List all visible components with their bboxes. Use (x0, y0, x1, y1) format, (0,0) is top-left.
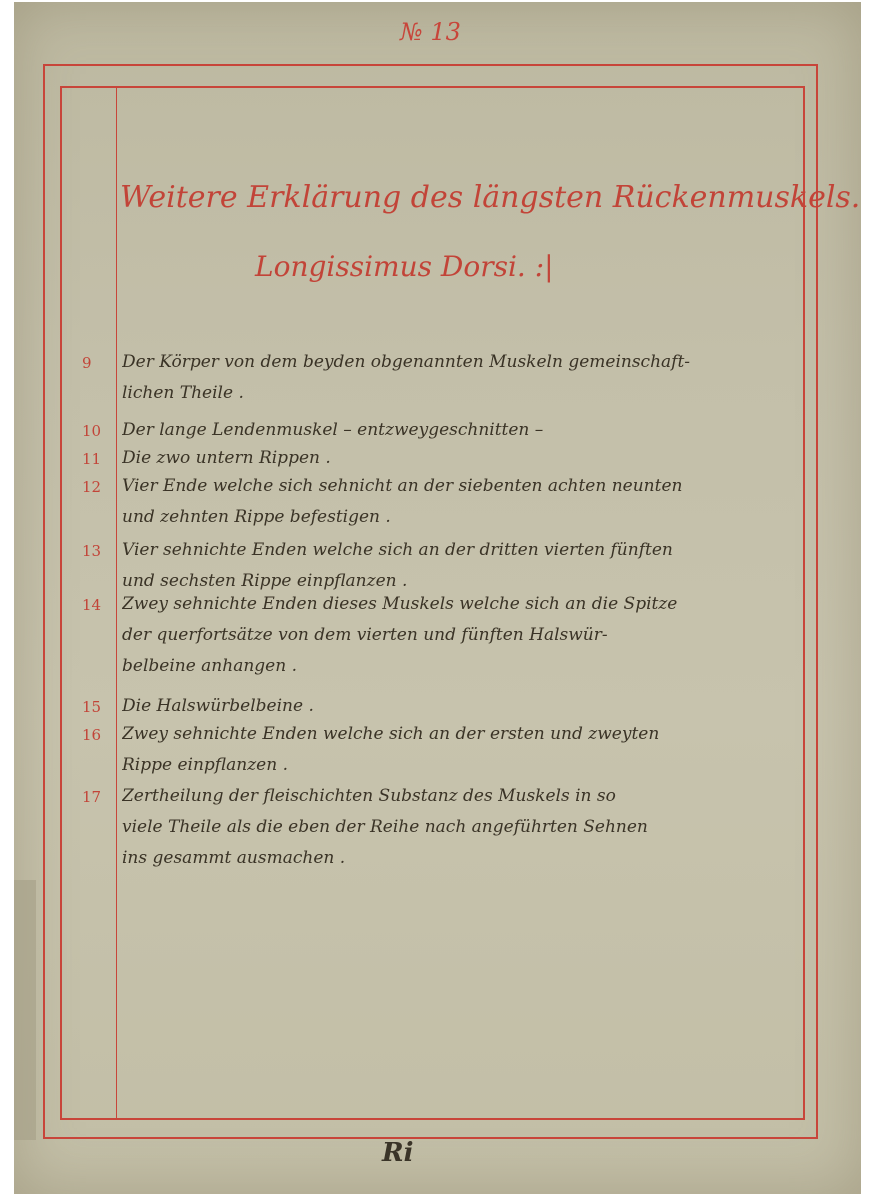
entry-number: 13 (82, 542, 102, 560)
entry-text-line: Rippe einpflanzen . (122, 755, 288, 775)
entry-number: 14 (82, 596, 102, 614)
entry-number: 15 (82, 698, 102, 716)
entry-number: 11 (82, 450, 102, 468)
entry-text-line: und sechsten Rippe einpflanzen . (122, 571, 408, 591)
signature-mark: Ri (382, 1138, 414, 1168)
entry-text-line: Zwey sehnichte Enden dieses Muskels welche sich an die Spitze (122, 594, 678, 614)
entry-text-line: viele Theile als die eben der Reihe nach angeführten Sehnen (122, 817, 648, 837)
entry-number: 10 (82, 422, 102, 440)
entry-number: 12 (82, 478, 102, 496)
folio-number: № 13 (400, 18, 461, 46)
entry-text-line: lichen Theile . (122, 383, 244, 403)
entry-text-line: Der lange Lendenmuskel – entzweygeschnitten – (122, 420, 544, 440)
entry-text-line: und zehnten Rippe befestigen . (122, 507, 391, 527)
entry-text-line: Vier sehnichte Enden welche sich an der dritten vierten fünften (122, 540, 673, 560)
entry-text-line: Die zwo untern Rippen . (122, 448, 331, 468)
page-stain (14, 880, 36, 1140)
entry-text-line: belbeine anhangen . (122, 656, 297, 676)
entry-number: 9 (82, 354, 92, 372)
entry-text-line: der querfortsätze von dem vierten und fünften Halswür- (122, 625, 608, 645)
entry-text-line: Zertheilung der fleischichten Substanz des Muskels in so (122, 786, 616, 806)
entry-text-line: ins gesammt ausmachen . (122, 848, 346, 868)
margin-rule (116, 86, 117, 1120)
page-subtitle: Longissimus Dorsi. :| (255, 250, 554, 283)
entry-number: 17 (82, 788, 102, 806)
page-title: Weitere Erklärung des längsten Rückenmuskels. (120, 180, 861, 215)
entry-number: 16 (82, 726, 102, 744)
entry-text-line: Die Halswürbelbeine . (122, 696, 314, 716)
entry-text-line: Zwey sehnichte Enden welche sich an der ersten und zweyten (122, 724, 660, 744)
entry-text-line: Vier Ende welche sich sehnicht an der siebenten achten neunten (122, 476, 683, 496)
entry-text-line: Der Körper von dem beyden obgenannten Muskeln gemeinschaft- (122, 352, 691, 372)
